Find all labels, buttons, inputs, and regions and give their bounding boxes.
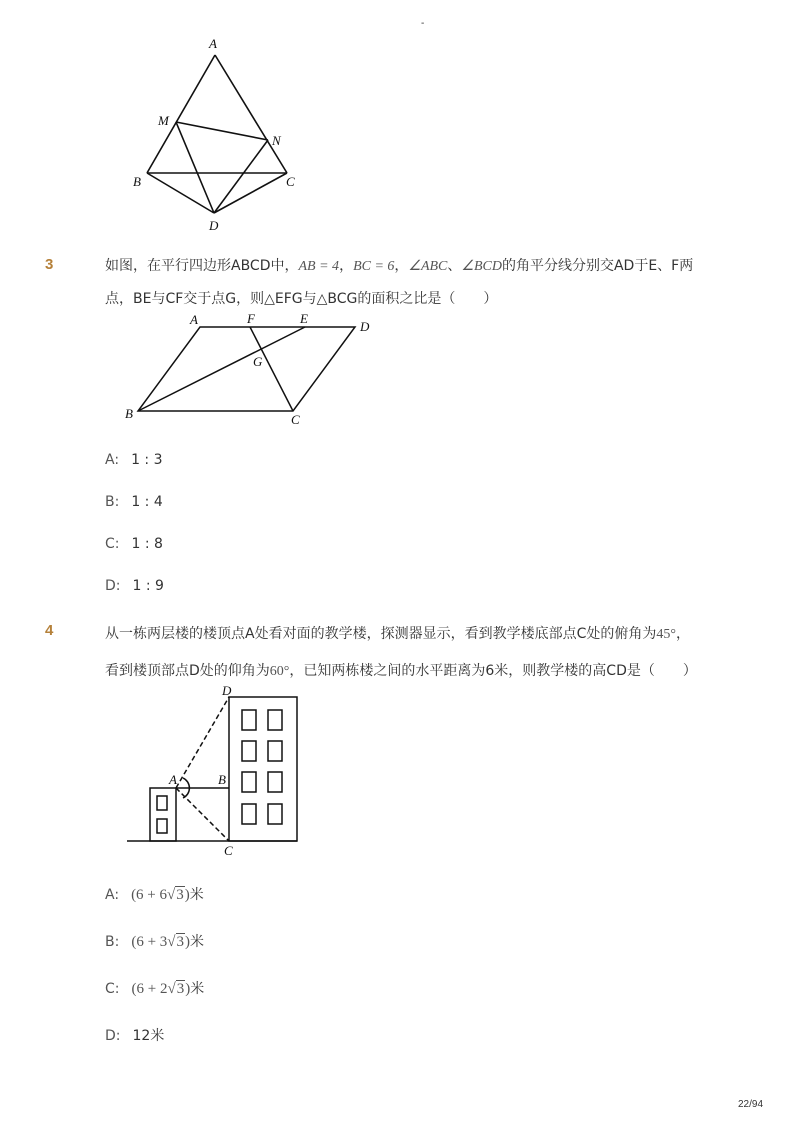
q2-label-c: C — [286, 174, 295, 189]
q3-angle-abc: ∠ABC — [408, 259, 448, 274]
q3-option-d-text: 1 : 9 — [132, 578, 164, 594]
q4-angle-60: 60° — [269, 664, 290, 679]
q2-figure — [120, 30, 320, 240]
q3-label-d: D — [360, 319, 370, 334]
q4-label-a: A — [169, 772, 177, 787]
q3-label-a: A — [190, 312, 198, 327]
q4-line2 — [105, 662, 697, 681]
q3-figure — [120, 310, 380, 430]
q3-option-b-label: B: — [105, 494, 120, 510]
q2-line-cd — [214, 173, 287, 213]
q4-small-window — [157, 796, 167, 810]
q3-line2: 点，BE与CF交于点G，则△EFG与△BCG的面积之比是（ ） — [105, 291, 498, 307]
q3-option-a[interactable] — [105, 452, 163, 468]
q4-option-c-radicand: 3 — [176, 981, 185, 997]
q3-text-post: 的角平分线分别交AD于E、F两 — [501, 258, 694, 274]
q3-comma2: ， — [394, 258, 409, 274]
q3-option-c[interactable] — [105, 536, 163, 552]
q4-option-a[interactable] — [105, 884, 204, 904]
q4-figure — [125, 684, 305, 859]
q2-label-d: D — [209, 218, 219, 233]
q4-option-a-unit: 米 — [189, 887, 204, 903]
q3-label-e: E — [300, 311, 308, 326]
q3-angle-bcd: ∠BCD — [461, 259, 502, 274]
q3-label-f: F — [247, 311, 255, 326]
q3-number: 3 — [45, 256, 54, 273]
q3-parallelogram — [138, 327, 355, 411]
q3-option-c-text: 1 : 8 — [131, 536, 163, 552]
q4-text1-pre: 从一栋两层楼的楼顶点A处看对面的教学楼，探测器显示，看到教学楼底部点C处的俯角为 — [105, 626, 657, 642]
q4-label-c: C — [224, 843, 233, 858]
q4-option-c-pre: (6 + 2 — [131, 981, 168, 997]
q4-option-a-pre: (6 + 6 — [131, 887, 168, 903]
page-number: 22/94 — [738, 1099, 764, 1110]
q3-sep: 、 — [447, 258, 462, 274]
q4-option-a-radicand: 3 — [176, 887, 184, 903]
q4-tall-window — [242, 741, 256, 761]
q3-option-a-label: A: — [105, 452, 120, 468]
q4-option-a-post: ) — [184, 887, 190, 903]
q3-line-cf — [250, 327, 293, 411]
q4-tall-window — [268, 772, 282, 792]
q2-line-nd — [214, 140, 268, 213]
q2-label-m: M — [158, 113, 169, 128]
header-mark: - — [421, 18, 425, 29]
q4-small-window — [157, 819, 167, 833]
q4-number: 4 — [45, 622, 54, 639]
sqrt-icon: √ — [167, 981, 176, 997]
q4-angle-45: 45° — [656, 627, 676, 642]
q4-option-b-post: ) — [185, 934, 191, 950]
q4-tall-window — [268, 710, 282, 730]
q3-text-pre: 如图，在平行四边形ABCD中， — [105, 258, 299, 274]
q4-tall-window — [242, 804, 256, 824]
q2-label-a: A — [209, 36, 217, 51]
q4-option-a-label: A: — [105, 887, 120, 903]
q3-line1 — [105, 257, 693, 276]
q2-line-ac — [215, 55, 287, 173]
q3-bc: BC = 6 — [353, 259, 395, 274]
q4-option-b-unit: 米 — [190, 934, 205, 950]
q4-option-b-pre: (6 + 3 — [131, 934, 168, 950]
q4-label-d: D — [222, 684, 232, 698]
q4-option-c-unit: 米 — [190, 981, 205, 997]
q4-tall-window — [242, 710, 256, 730]
q3-label-c: C — [291, 412, 300, 427]
q4-option-b-radicand: 3 — [176, 934, 185, 950]
q3-option-d[interactable] — [105, 578, 164, 594]
q4-line-ac — [176, 788, 229, 841]
q2-line-md — [176, 122, 214, 213]
q3-option-a-text: 1 : 3 — [131, 452, 163, 468]
q4-option-d-text: 12米 — [132, 1028, 165, 1044]
sqrt-icon: √ — [167, 934, 176, 950]
q3-option-b[interactable] — [105, 494, 163, 510]
q4-text1-post: ， — [675, 626, 690, 642]
q4-line1 — [105, 625, 690, 644]
q4-tall-building — [229, 697, 297, 841]
q2-label-b: B — [133, 174, 141, 189]
q4-option-c-label: C: — [105, 981, 120, 997]
q4-text2-pre: 看到楼顶部点D处的仰角为 — [105, 663, 270, 679]
q4-option-b[interactable] — [105, 931, 204, 951]
q4-option-b-label: B: — [105, 934, 120, 950]
q4-label-b: B — [218, 772, 226, 787]
q4-option-d[interactable] — [105, 1025, 164, 1045]
q2-line-mn — [176, 122, 268, 140]
q3-line-be — [138, 327, 305, 411]
q4-option-c[interactable] — [105, 978, 204, 998]
q3-option-c-label: C: — [105, 536, 120, 552]
q4-tall-window — [268, 741, 282, 761]
q4-tall-window — [242, 772, 256, 792]
q3-option-d-label: D: — [105, 578, 121, 594]
sqrt-icon: √ — [167, 887, 176, 903]
q3-comma1: ， — [339, 258, 354, 274]
q4-text2-post: ，已知两栋楼之间的水平距离为6米，则教学楼的高CD是（ ） — [289, 663, 697, 679]
q4-option-d-label: D: — [105, 1028, 121, 1044]
q4-tall-window — [268, 804, 282, 824]
q3-ab: AB = 4 — [298, 259, 340, 274]
q3-label-g: G — [253, 354, 263, 369]
q3-option-b-text: 1 : 4 — [131, 494, 163, 510]
q2-label-n: N — [272, 133, 281, 148]
q4-option-c-post: ) — [185, 981, 191, 997]
q3-label-b: B — [125, 406, 133, 421]
q2-line-bd — [147, 173, 214, 213]
